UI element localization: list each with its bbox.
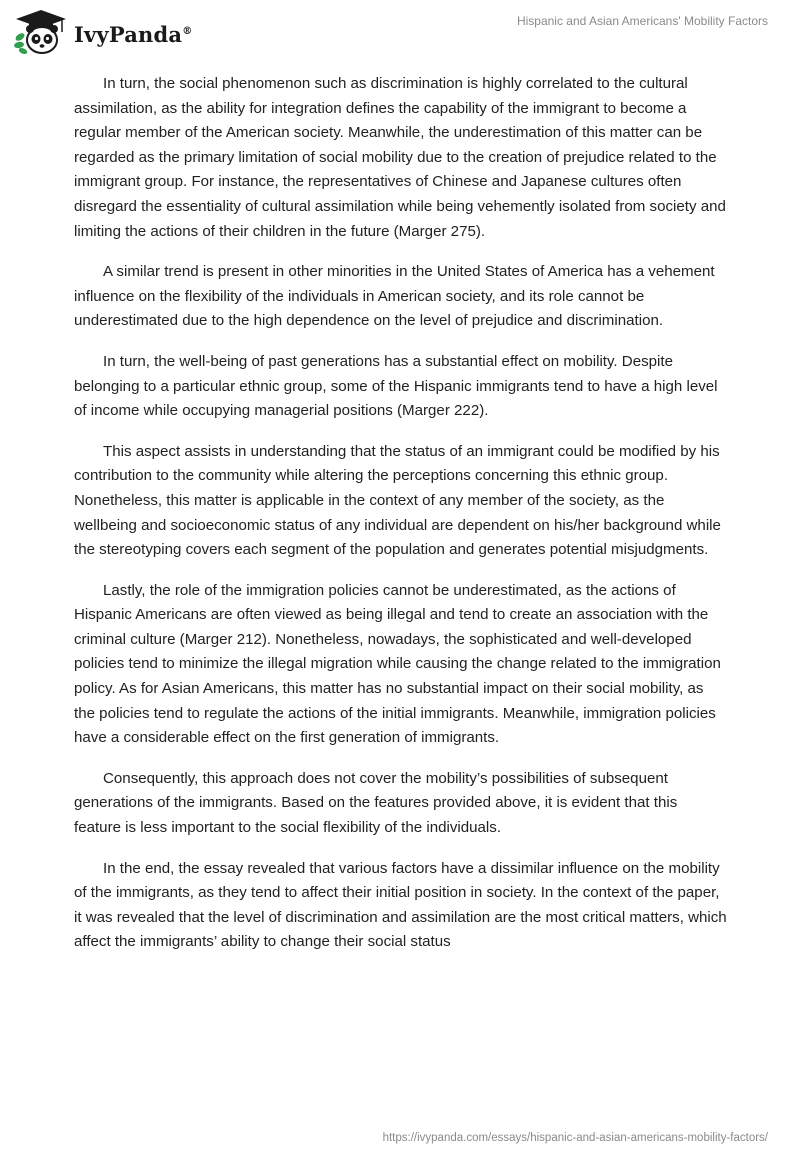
paragraph: In the end, the essay revealed that various factors have a dissimilar influence on the mobility of the immigrants, as they tend to affect their initial position in society. In the context of the paper, it was revealed that the level of discrimination and assimilation are the most critical matters, which affect the immigrants’ ability to change their social status — [74, 859, 727, 951]
essay-body — [74, 72, 728, 971]
logo-wordmark — [74, 22, 192, 47]
paragraph: Consequently, this approach does not cover the mobility’s possibilities of subsequent generations of the immigrants. Based on the features provided above, it is evident that this feature is less important to the social flexibility of the individuals. — [74, 769, 678, 837]
document-title: Hispanic and Asian Americans' Mobility Factors — [516, 14, 768, 28]
page-header — [0, 0, 800, 60]
paragraph: In turn, the well-being of past generations has a substantial effect on mobility. Despite belonging to a particular ethnic group, some of the Hispanic immigrants tend to have a high level of income while occupying managerial positions (Marger 222). — [74, 352, 718, 420]
ivypanda-logo[interactable] — [12, 8, 192, 56]
source-url[interactable]: https://ivypanda.com/essays/hispanic-and-asian-americans-mobility-factors/ — [382, 1132, 768, 1144]
paragraph: Lastly, the role of the immigration policies cannot be underestimated, as the actions of Hispanic Americans are often viewed as being illegal and tend to create an association with the criminal culture (Marger 212). Nonetheless, nowadays, the sophisticated and well-developed policies tend to minimize the illegal migration while causing the change related to the immigration policy. As for Asian Americans, this matter has no substantial impact on their social mobility, as the policies tend to regulate the actions of the initial immigrants. Meanwhile, immigration policies have a considerable effect on the first generation of immigrants. — [74, 581, 721, 747]
paragraph: This aspect assists in understanding that the status of an immigrant could be modified by his contribution to the community while altering the perceptions concerning this ethnic group. Nonetheless, this matter is applicable in the context of any member of the society, as the wellbeing and socioeconomic status of any individual are dependent on his/her background while the stereotyping covers each segment of the population and generates potential misjudgments. — [74, 442, 721, 559]
paragraph: A similar trend is present in other minorities in the United States of America has a vehement influence on the flexibility of the individuals in American society, and its role cannot be underestimated due to the high dependence on the level of prejudice and discrimination. — [74, 263, 715, 330]
logo-name: IvyPanda — [74, 21, 183, 47]
panda-graduate-icon — [12, 8, 70, 56]
paragraph: In turn, the social phenomenon such as discrimination is highly correlated to the cultural assimilation, as the ability for integration defines the capability of the immigrant to become a regular member of the American society. Meanwhile, the underestimation of this matter can be regarded as the primary limitation of social mobility due to the creation of prejudice related to the immigrant group. For instance, the representatives of Chinese and Japanese cultures often disregard the essentiality of cultural assimilation while being vehemently isolated from society and limiting the actions of their children in the future (Marger 275). — [74, 75, 726, 240]
registered-mark: ® — [182, 25, 193, 37]
